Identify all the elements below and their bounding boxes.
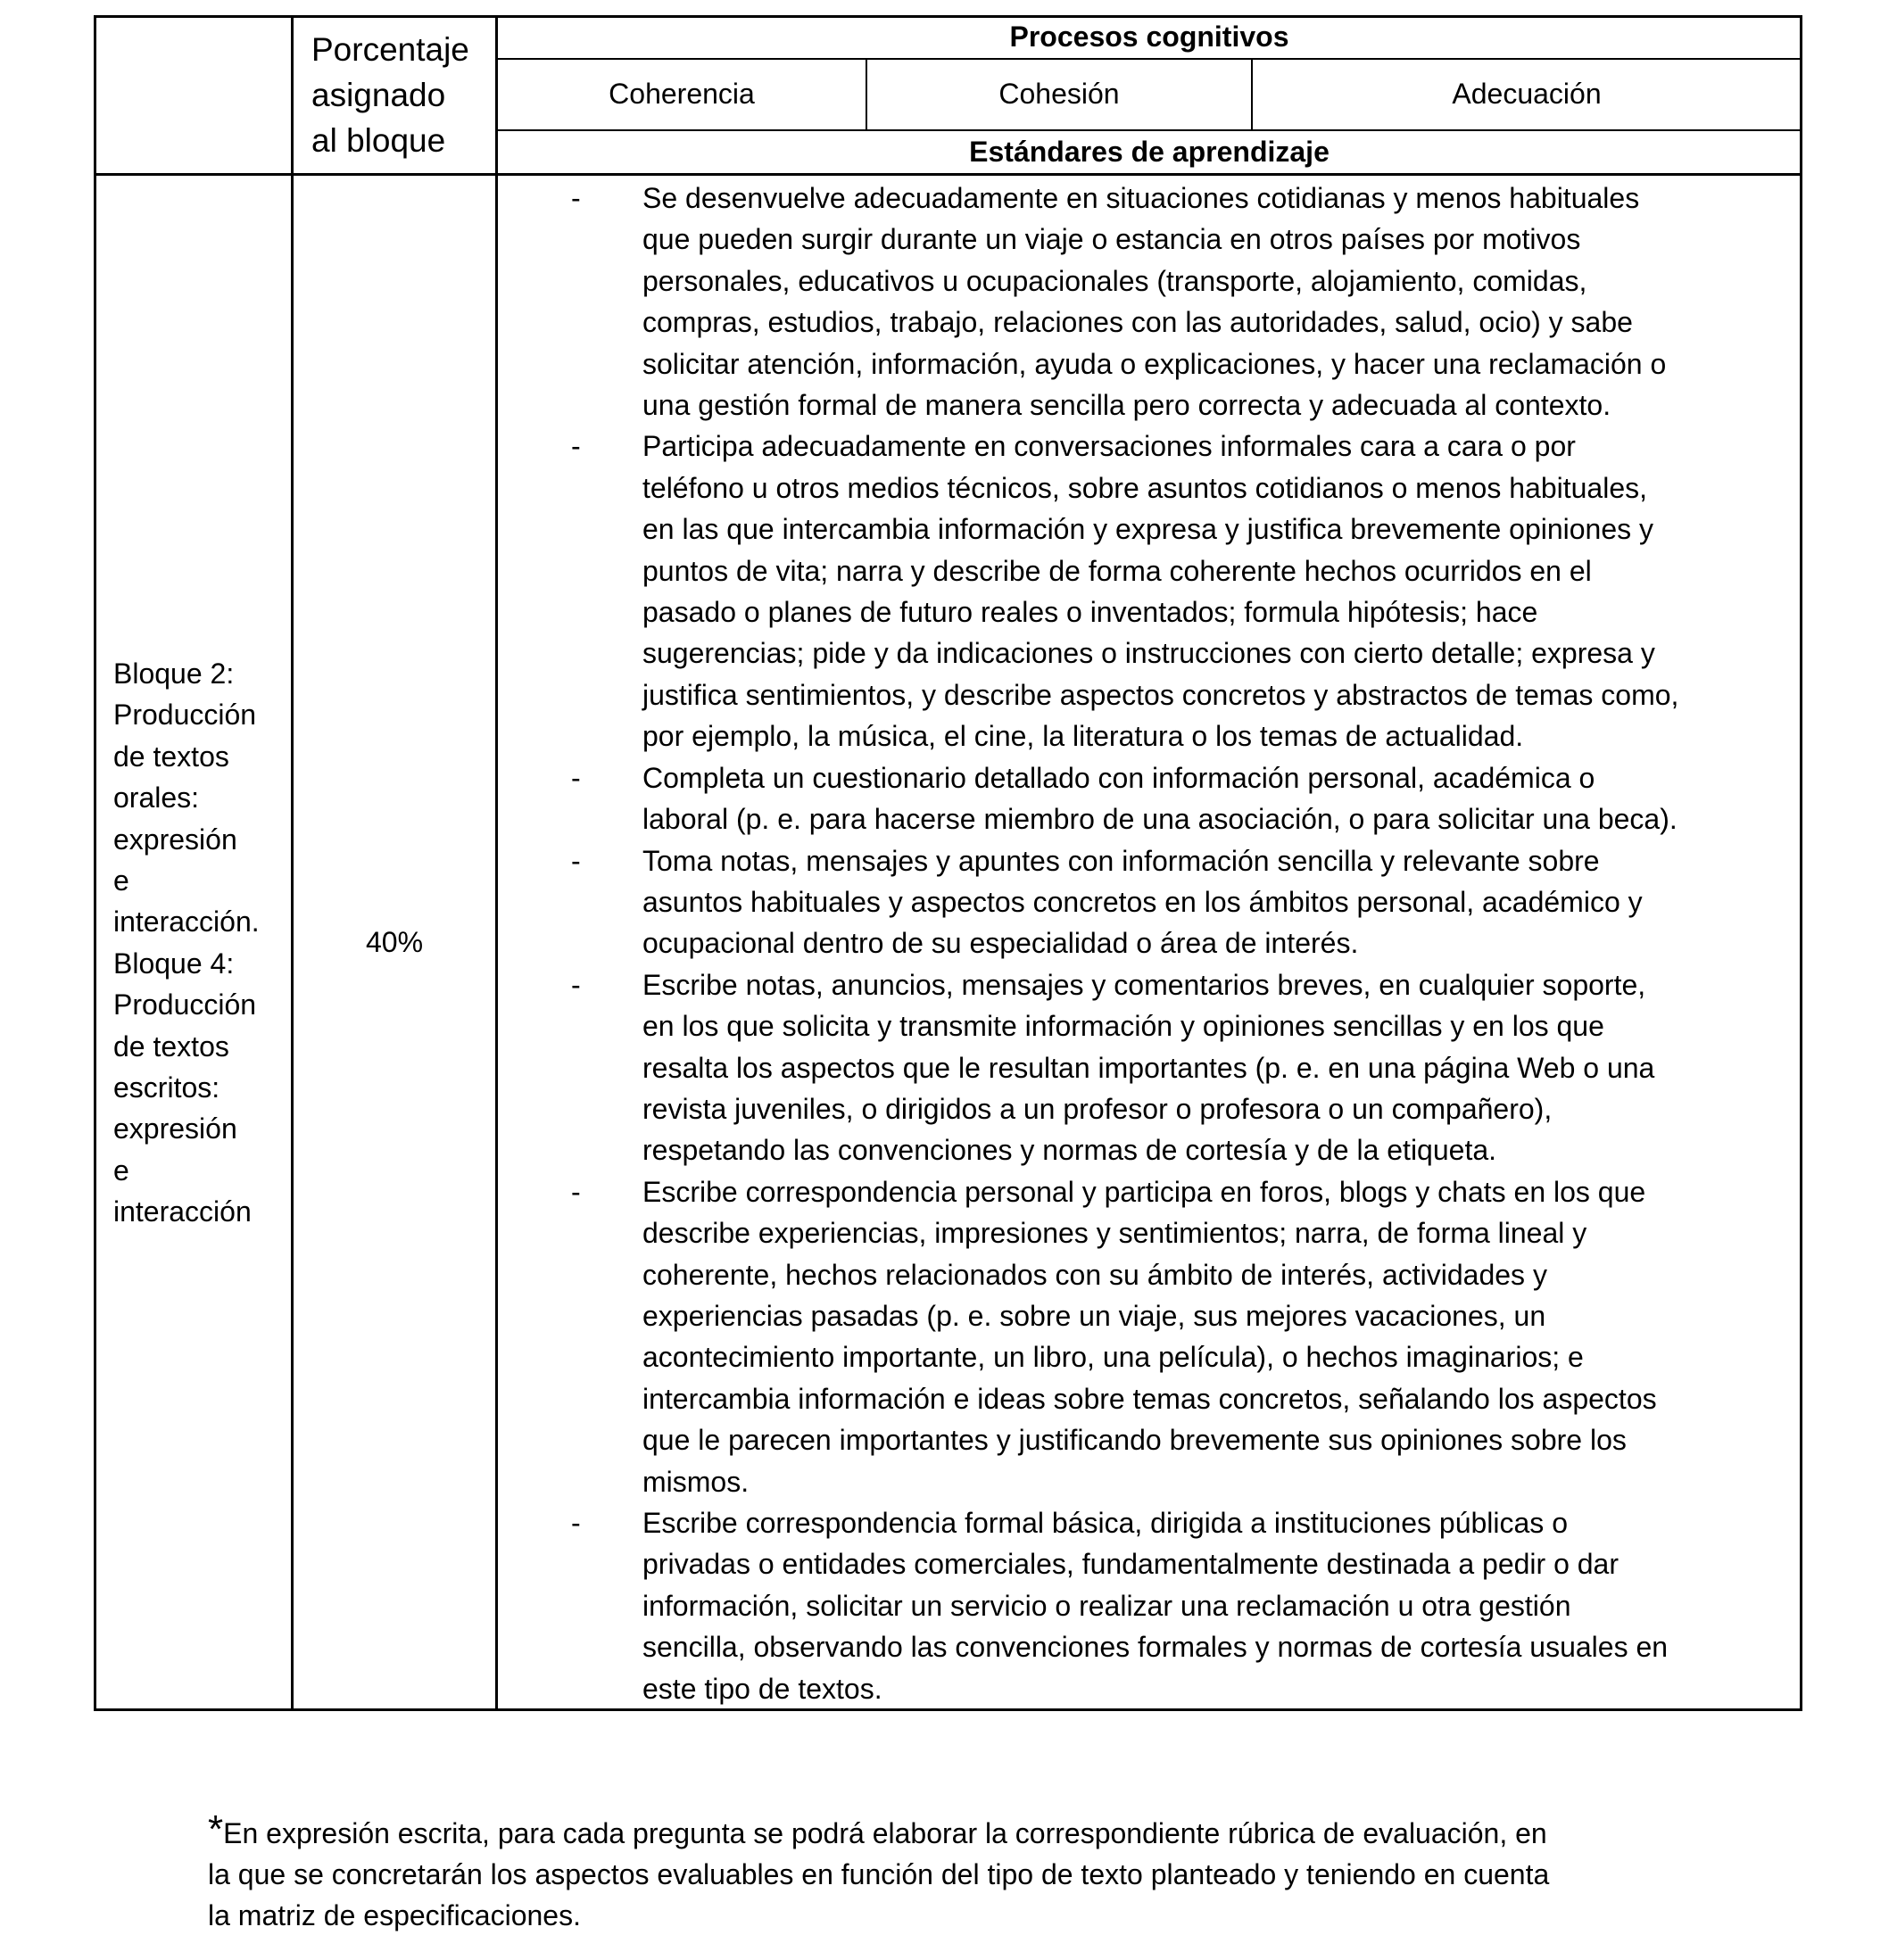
standard-line: compras, estudios, trabajo, relaciones con las autoridades, salud, ocio) y sabe: [642, 306, 1633, 339]
bloque-line: de textos: [113, 740, 229, 773]
bloque-line: e: [113, 1154, 129, 1187]
bloque-line: Producción: [113, 699, 257, 732]
header-cohesion: Cohesión: [998, 78, 1120, 110]
standard-line: justifica sentimientos, y describe aspectos concretos y abstractos de temas como,: [642, 678, 1679, 711]
standard-line: sencilla, observando las convenciones formales y normas de cortesía usuales en: [642, 1631, 1669, 1664]
bloque-line: Bloque 4:: [113, 947, 235, 980]
standard-item: [571, 757, 1785, 840]
bloque-line: expresión: [113, 1112, 237, 1145]
standard-line: Toma notas, mensajes y apuntes con información sencilla y relevante sobre: [642, 844, 1600, 877]
standard-line: una gestión formal de manera sencilla pero correcta y adecuada al contexto.: [642, 389, 1611, 422]
list-dash: -: [571, 1507, 581, 1539]
standard-item: [571, 1502, 1785, 1709]
standard-line: experiencias pasadas (p. e. sobre un viaje, sus mejores vacaciones, un: [642, 1299, 1546, 1332]
footnote-text: En expresión escrita, para cada pregunta se podrá elaborar la correspondiente rúbrica de evaluación, en: [223, 1817, 1547, 1849]
bloque-line: escritos:: [113, 1071, 220, 1104]
bloque-line: e: [113, 864, 129, 897]
header-adecuacion: Adecuación: [1452, 78, 1602, 110]
standard-line: Participa adecuadamente en conversaciones informales cara a cara o por: [642, 430, 1576, 463]
list-dash: -: [571, 430, 581, 463]
bloque-line: interacción: [113, 1195, 252, 1228]
standard-line: teléfono u otros medios técnicos, sobre asuntos cotidianos o menos habituales,: [642, 471, 1647, 504]
standard-line: este tipo de textos.: [642, 1672, 882, 1705]
standard-line: pasado o planes de futuro reales o inventados; formula hipótesis; hace: [642, 596, 1538, 629]
standard-line: que le parecen importantes y justificando brevemente sus opiniones sobre los: [642, 1424, 1627, 1457]
header-porcentaje: [311, 27, 469, 163]
bloque-line: Producción: [113, 988, 257, 1021]
percentage-value: 40%: [365, 926, 424, 958]
standard-line: mismos.: [642, 1465, 750, 1498]
standard-line: por ejemplo, la música, el cine, la literatura o los temas de actualidad.: [642, 720, 1524, 753]
bloque-line: de textos: [113, 1030, 229, 1063]
standard-line: asuntos habituales y aspectos concretos en los ámbitos personal, académico y: [642, 885, 1643, 918]
footnote-line: [208, 1807, 1725, 1854]
standard-line: información, solicitar un servicio o realizar una reclamación u otra gestión: [642, 1589, 1571, 1622]
standard-line: que pueden surgir durante un viaje o estancia en otros países por motivos: [642, 223, 1581, 256]
footnote-asterisk: *: [208, 1807, 224, 1851]
standard-line: Se desenvuelve adecuadamente en situaciones cotidianas y menos habituales: [642, 182, 1640, 214]
list-dash: -: [571, 761, 581, 794]
standard-line: ocupacional dentro de su especialidad o área de interés.: [642, 927, 1359, 960]
list-dash: -: [571, 844, 581, 877]
bloque-line: interacción.: [113, 906, 260, 939]
standard-line: sugerencias; pide y da indicaciones o instrucciones con cierto detalle; expresa y: [642, 637, 1655, 670]
header-estandares: Estándares de aprendizaje: [969, 136, 1330, 168]
standard-line: resalta los aspectos que le resultan importantes (p. e. en una página Web o una: [642, 1051, 1655, 1084]
header-porcentaje-line: al bloque: [311, 122, 446, 159]
header-porcentaje-line: Porcentaje: [311, 31, 469, 68]
header-procesos-cognitivos: Procesos cognitivos: [1009, 21, 1289, 53]
standard-line: acontecimiento importante, un libro, una película), o hechos imaginarios; e: [642, 1341, 1584, 1374]
standard-line: intercambia información e ideas sobre temas concretos, señalando los aspectos: [642, 1382, 1657, 1415]
bloque-line: expresión: [113, 823, 237, 856]
standard-line: Escribe correspondencia personal y participa en foros, blogs y chats en los que: [642, 1175, 1646, 1208]
header-coherencia: Coherencia: [609, 78, 755, 110]
standard-line: personales, educativos u ocupacionales (transporte, alojamiento, comidas,: [642, 264, 1587, 297]
standard-item: [571, 426, 1785, 757]
standard-item: [571, 964, 1785, 1171]
standard-line: en los que solicita y transmite información y opiniones sencillas y en los que: [642, 1010, 1604, 1043]
standard-item: [571, 178, 1785, 426]
standard-line: coherente, hechos relacionados con su ámbito de interés, actividades y: [642, 1258, 1547, 1291]
bloque-line: orales:: [113, 782, 200, 815]
standard-line: revista juveniles, o dirigidos a un profesor o profesora o un compañero),: [642, 1092, 1553, 1125]
standard-item: [571, 840, 1785, 964]
footnote-line: la matriz de especificaciones.: [208, 1899, 581, 1931]
standard-line: puntos de vita; narra y describe de forma coherente hechos ocurridos en el: [642, 554, 1592, 587]
footnote: [208, 1807, 1725, 1936]
list-dash: -: [571, 1175, 581, 1208]
list-dash: -: [571, 182, 581, 214]
list-dash: -: [571, 968, 581, 1001]
header-porcentaje-line: asignado: [311, 77, 446, 113]
bloque-line: Bloque 2:: [113, 657, 235, 690]
standard-line: Escribe notas, anuncios, mensajes y comentarios breves, en cualquier soporte,: [642, 968, 1646, 1001]
standard-line: respetando las convenciones y normas de cortesía y de la etiqueta.: [642, 1134, 1497, 1167]
standards-list: [571, 178, 1785, 1709]
standard-line: Completa un cuestionario detallado con información personal, académica o: [642, 761, 1595, 794]
bloque-cell: [113, 653, 260, 1233]
standard-line: Escribe correspondencia formal básica, dirigida a instituciones públicas o: [642, 1507, 1568, 1539]
standard-item: [571, 1171, 1785, 1502]
footnote-line: la que se concretarán los aspectos evaluables en función del tipo de texto planteado y teniendo en cuenta: [208, 1858, 1550, 1890]
standard-line: describe experiencias, impresiones y sentimientos; narra, de forma lineal y: [642, 1217, 1587, 1250]
standard-line: solicitar atención, información, ayuda o explicaciones, y hacer una reclamación o: [642, 347, 1667, 380]
standard-line: en las que intercambia información y expresa y justifica brevemente opiniones y: [642, 513, 1654, 546]
standard-line: privadas o entidades comerciales, fundamentalmente destinada a pedir o dar: [642, 1548, 1619, 1581]
standard-line: laboral (p. e. para hacerse miembro de una asociación, o para solicitar una beca).: [642, 803, 1677, 836]
